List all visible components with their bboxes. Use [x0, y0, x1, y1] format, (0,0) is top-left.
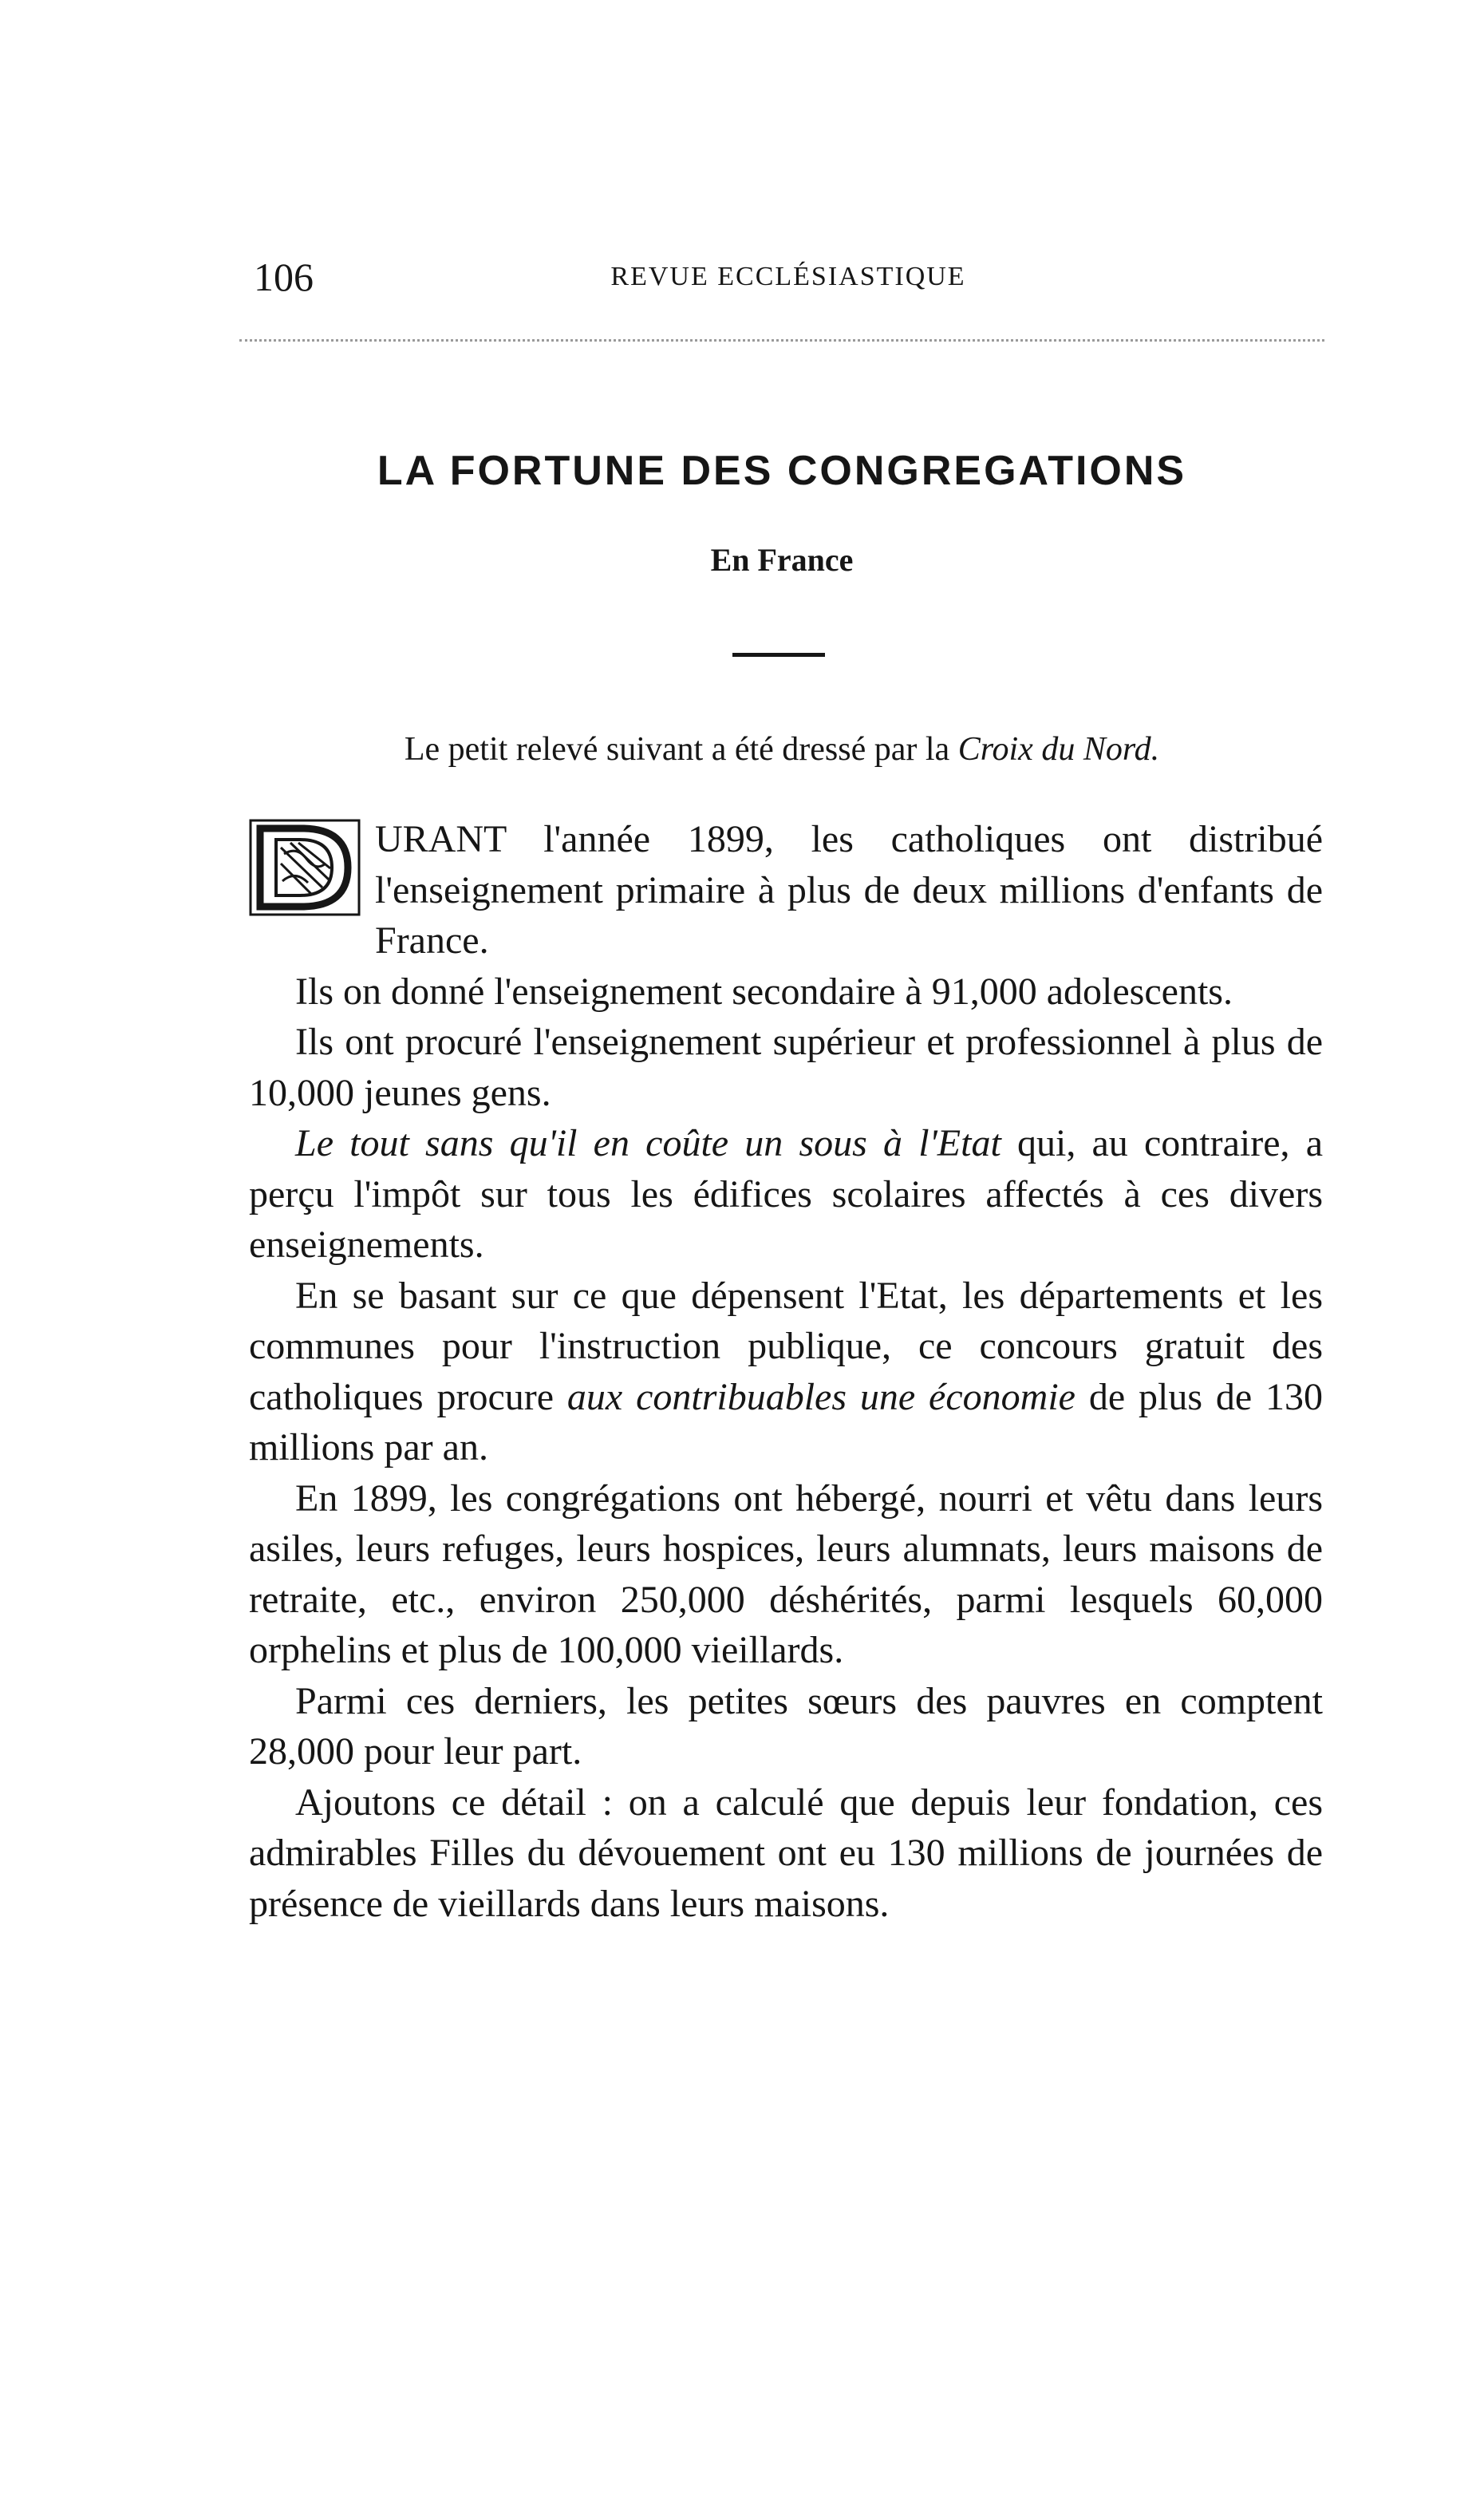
paragraph-8: Ajoutons ce détail : on a calculé que depuis leur fondation, ces admirables Filles du dévouement ont eu 130 millions de journées de présence de vieillards dans leurs maisons. [249, 1781, 1323, 1925]
paragraph-5-text-b: de plus de 130 millions par an. [249, 1375, 1324, 1468]
paragraph-6: En 1899, les congrégations ont hébergé, nourri et vêtu dans leurs asiles, leurs refuges, leurs hospices, leurs alumnats, leurs maisons de retraite, etc., environ 250,000 déshérités, parmi lesquels 60,000 orphelins et plus de 100,000 vieillards. [249, 1476, 1323, 1671]
intro-source: Croix du Nord. [957, 731, 1160, 768]
running-head: REVUE ECCLÉSIASTIQUE [610, 262, 966, 291]
paragraph-1 [249, 814, 1323, 966]
dropcap-ornament [249, 819, 361, 916]
paragraph-4-text: qui, au contraire, a perçu l'impôt sur tous les édifices scolaires affectés à ces divers enseignements. [249, 1122, 1324, 1266]
page-number: 106 [254, 255, 314, 299]
paragraph-1-text: URANT l'année 1899, les catholiques ont distribué l'enseignement primaire à plus de deux millions d'enfants de France. [375, 818, 1323, 962]
page-header [254, 254, 1323, 302]
dropcap-d-icon [249, 819, 361, 916]
paragraph-7: Parmi ces derniers, les petites sœurs des pauvres en comptent 28,000 pour leur part. [249, 1679, 1323, 1773]
title-divider [732, 653, 825, 657]
paragraph-4-emphasis: Le tout sans qu'il en coûte un sous à l'Etat [295, 1122, 1001, 1164]
paragraph-5 [249, 1271, 1323, 1473]
paragraph-3: Ils ont procuré l'enseignement supérieur et professionnel à plus de 10,000 jeunes gens. [249, 1021, 1323, 1114]
intro-line [239, 730, 1324, 769]
header-divider [239, 339, 1324, 342]
intro-text: Le petit relevé suivant a été dressé par la [404, 731, 950, 768]
paragraph-5-text-a: En se basant sur ce que dépensent l'Etat, les départements et les communes pour l'instruction publique, ce concours gratuit des catholiques procure [249, 1274, 1323, 1418]
article-body [249, 814, 1323, 1929]
paragraph-4 [249, 1118, 1323, 1271]
article-title: LA FORTUNE DES CONGREGATIONS [377, 448, 1187, 494]
article-subtitle: En France [710, 542, 854, 578]
paragraph-2: Ils on donné l'enseignement secondaire à 91,000 adolescents. [295, 970, 1233, 1013]
paragraph-5-emphasis: aux contribuables une économie [566, 1375, 1076, 1418]
